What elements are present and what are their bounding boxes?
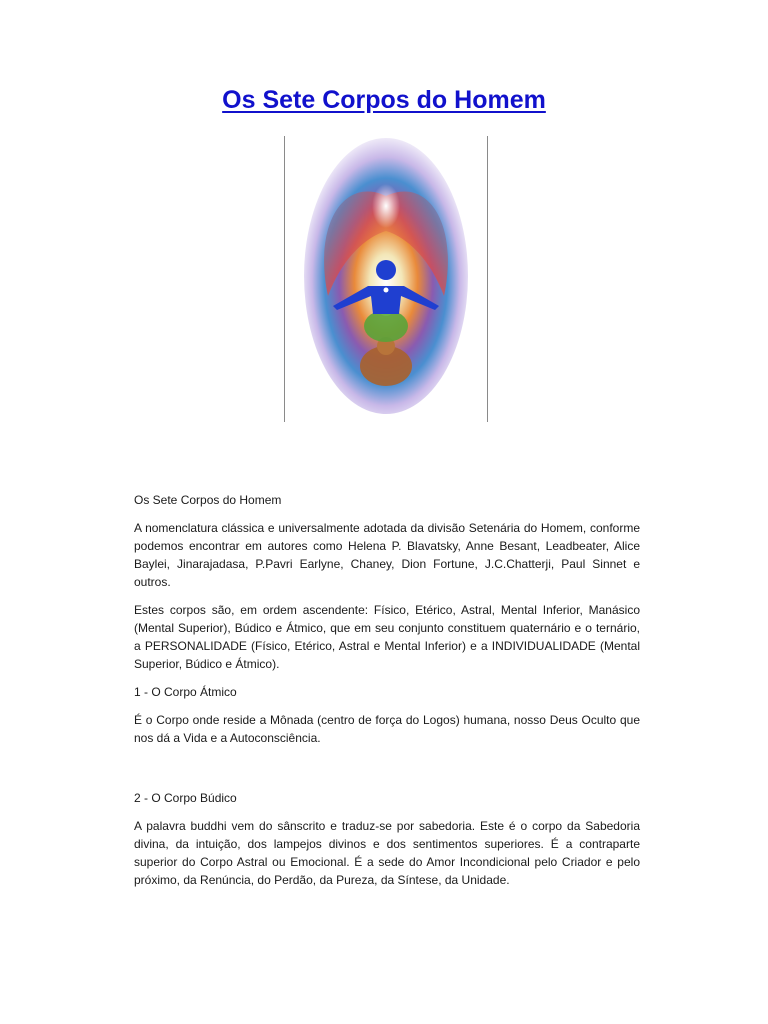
spiritual-body-head [376,260,396,280]
section-spacer [134,757,640,789]
budico-heading: 2 - O Corpo Búdico [134,791,237,805]
intro-paragraph: A nomenclatura clássica e universalmente adotada da divisão Setenária do Homem, conforme podemos encontrar em autores como Helena P. Blavatsky, Anne Besant, Leadbeater, Alice Baylei, Jinarajadasa, P.Pavri Earlyne, Chaney, Dion Fortune, J.C.Chatterji, Paul Sinnet e outros. [134,521,640,589]
heart-chakra-dot [384,288,389,293]
aura-illustration [283,136,489,422]
document-body [134,491,640,899]
atmico-heading: 1 - O Corpo Átmico [134,685,237,699]
seven-bodies-aura-image [283,136,489,422]
intro-heading: Os Sete Corpos do Homem [134,493,282,507]
bodies-paragraph: Estes corpos são, em ordem ascendente: Físico, Etérico, Astral, Mental Inferior, Manásico (Mental Superior), Búdico e Átmico, que em seu conjunto constituem quaternário e o ternário, a PERSONALIDADE (Físico, Etérico, Astral e Mental Inferior) e a INDIVIDUALIDADE (Mental Superior, Búdico e Átmico). [134,603,640,671]
budico-paragraph: A palavra buddhi vem do sânscrito e traduz-se por sabedoria. Este é o corpo da Sabedoria divina, da intuição, dos lampejos divinos e dos sentimentos superiores. É a contraparte superior do Corpo Astral ou Emocional. É a sede do Amor Incondicional pelo Criador e pelo próximo, da Renúncia, do Perdão, da Pureza, da Síntese, da Unidade. [134,819,640,887]
crown-light [372,184,400,228]
atmico-paragraph: É o Corpo onde reside a Mônada (centro de força do Logos) humana, nosso Deus Oculto que nos dá a Vida e a Autoconsciência. [134,713,640,745]
page-title[interactable]: Os Sete Corpos do Homem [222,86,546,114]
